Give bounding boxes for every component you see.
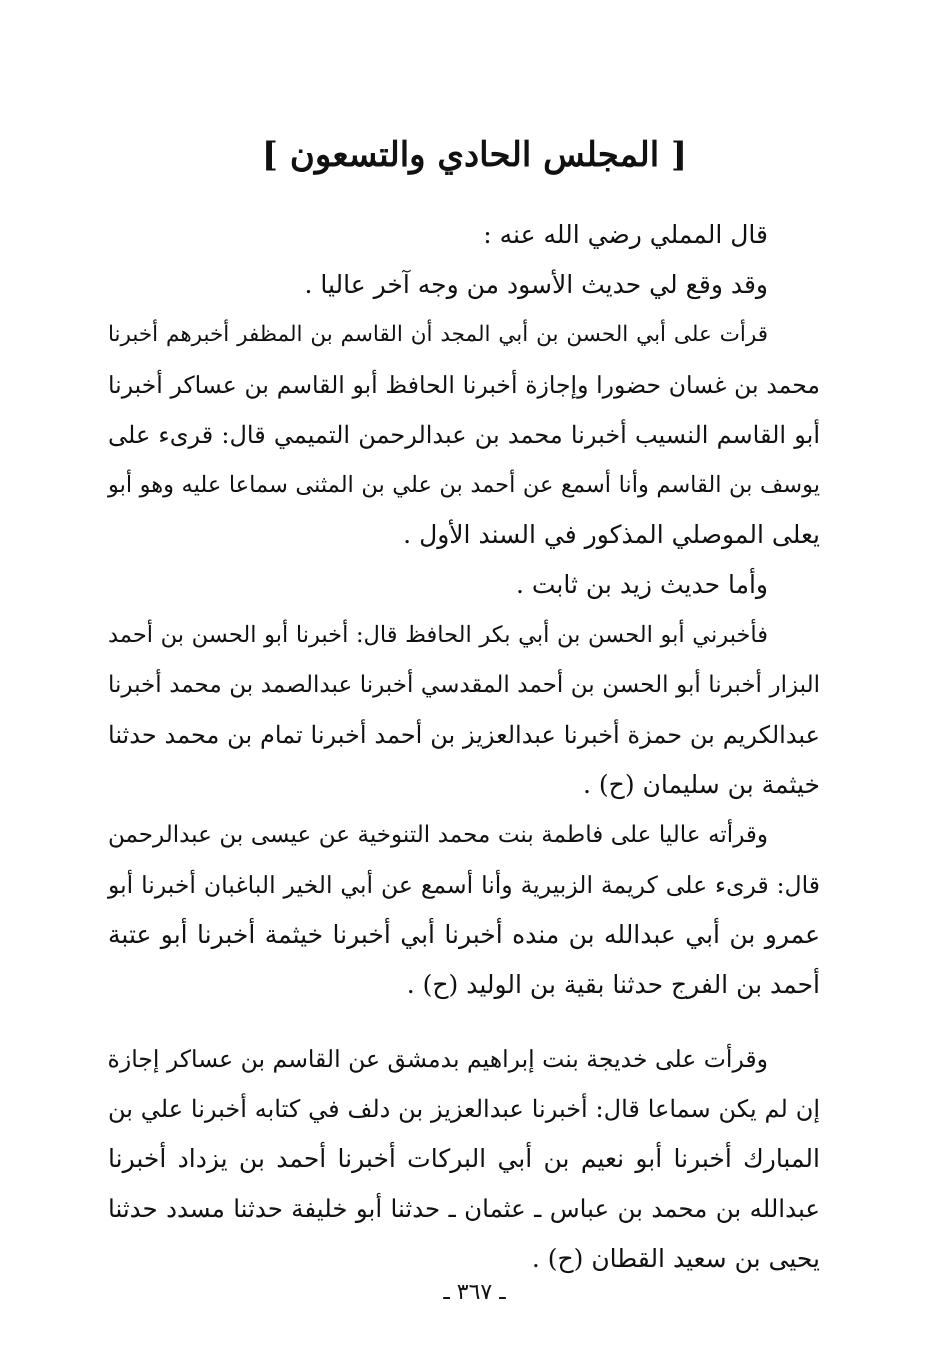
page-number: ـ ٣٦٧ ـ: [443, 1280, 506, 1305]
text-line: المبارك أخبرنا أبو نعيم بن أبي البركات أخبرنا أحمد بن يزداد أخبرنا: [108, 1144, 820, 1173]
text-line: عبدالكريم بن حمزة أخبرنا عبدالعزيز بن أحمد أخبرنا تمام بن محمد حدثنا: [108, 721, 820, 749]
text-line: وقد وقع لي حديث الأسود من وجه آخر عاليا .: [304, 270, 768, 299]
paragraph-gap: [108, 1010, 820, 1034]
text-line: عبدالله بن محمد بن عباس ـ عثمان ـ حدثنا أبو خليفة حدثنا مسدد حدثنا: [108, 1194, 820, 1223]
text-line: قرأت على أبي الحسن بن أبي المجد أن القاسم بن المظفر أخبرهم أخبرنا: [108, 322, 768, 347]
text-line: محمد بن غسان حضورا وإجازة أخبرنا الحافظ أبو القاسم بن عساكر أخبرنا: [108, 371, 820, 399]
text-line: وأما حديث زيد بن ثابت .: [515, 570, 768, 599]
text-line: يعلى الموصلي المذكور في السند الأول .: [403, 520, 820, 549]
text-line: خيثمة بن سليمان (ح) .: [583, 770, 820, 799]
text-line: وقرأت على خديجة بنت إبراهيم بدمشق عن القاسم بن عساكر إجازة: [107, 1045, 768, 1073]
text-line: أحمد بن الفرج حدثنا بقية بن الوليد (ح) .: [406, 970, 820, 999]
text-line: قال: قرىء على كريمة الزبيرية وأنا أسمع عن أبي الخير الباغبان أخبرنا أبو: [108, 871, 820, 899]
text-line: يحيى بن سعيد القطان (ح) .: [531, 1244, 820, 1273]
text-line: قال المملي رضي الله عنه :: [483, 220, 768, 249]
text-line: البزار أخبرنا أبو الحسن بن أحمد المقدسي أخبرنا عبدالصمد بن محمد أخبرنا: [108, 672, 820, 698]
text-line: يوسف بن القاسم وأنا أسمع عن أحمد بن علي بن المثنى سماعا عليه وهو أبو: [108, 472, 820, 498]
text-line: فأخبرني أبو الحسن بن أبي بكر الحافظ قال: أخبرنا أبو الحسن بن أحمد: [108, 622, 768, 648]
text-line: إن لم يكن سماعا قال: أخبرنا عبدالعزيز بن دلف في كتابه أخبرنا علي بن: [108, 1095, 820, 1123]
section-heading: [ المجلس الحادي والتسعون ]: [261, 135, 688, 175]
text-line: أبو القاسم النسيب أخبرنا محمد بن عبدالرحمن التميمي قال: قرىء على: [108, 421, 820, 449]
text-line: عمرو بن أبي عبدالله بن منده أخبرنا أبي أخبرنا خيثمة أخبرنا أبو عتبة: [108, 920, 820, 949]
text-line: وقرأته عاليا على فاطمة بنت محمد التنوخية عن عيسى بن عبدالرحمن: [108, 822, 768, 848]
body-text: [108, 210, 820, 1284]
